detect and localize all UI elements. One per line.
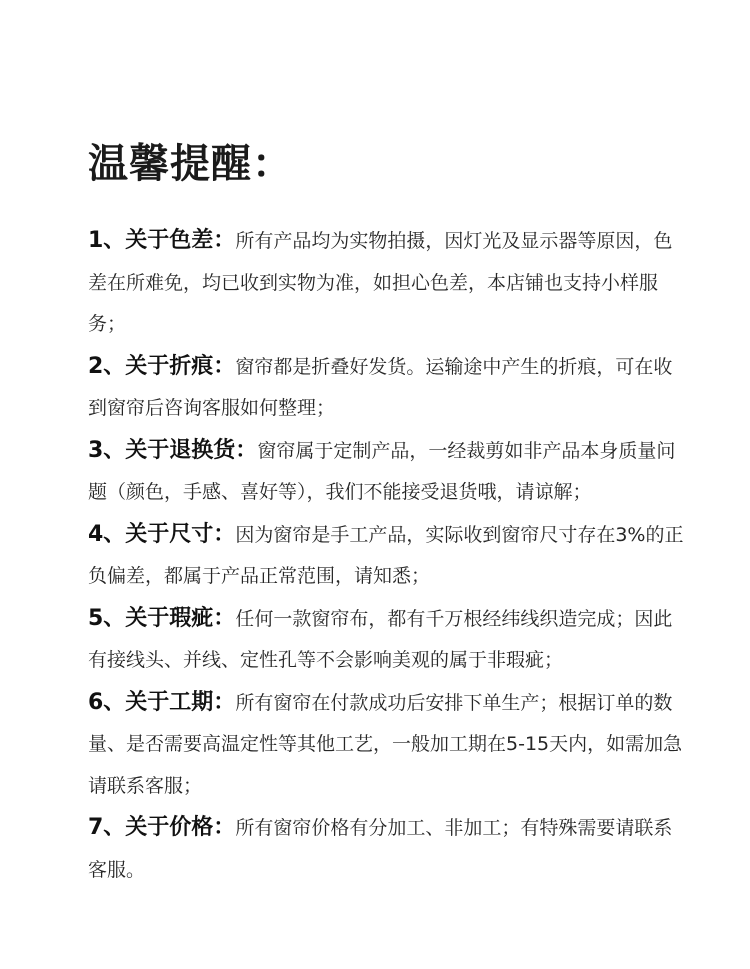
note-heading: 4、关于尺寸： <box>88 521 236 547</box>
note-item <box>88 430 688 514</box>
note-text: 所有产品均为实物拍摄，因灯光及显示器等原因，色差在所难免，均已收到实物为准，如担心色差，本店铺也支持小样服务； <box>88 230 673 335</box>
note-heading: 2、关于折痕： <box>88 353 236 379</box>
note-item <box>88 220 688 346</box>
note-text: 因为窗帘是手工产品，实际收到窗帘尺寸存在3%的正负偏差，都属于产品正常范围，请知悉； <box>88 523 684 587</box>
note-item <box>88 514 688 598</box>
note-item <box>88 807 688 891</box>
note-text: 所有窗帘价格有分加工、非加工；有特殊需要请联系客服。 <box>88 817 673 881</box>
note-heading: 7、关于价格： <box>88 815 236 840</box>
note-item <box>88 598 688 682</box>
note-item <box>88 346 688 430</box>
note-heading: 6、关于工期： <box>88 689 236 715</box>
notes-list <box>88 220 688 891</box>
note-heading: 3、关于退换货： <box>88 437 258 463</box>
page-title: 温馨提醒： <box>88 141 293 187</box>
note-item <box>88 682 688 808</box>
note-text: 任何一款窗帘布，都有千万根经纬线织造完成；因此有接线头、并线、定性孔等不会影响美观的属于非瑕疵； <box>88 607 673 671</box>
note-heading: 5、关于瑕疵： <box>88 605 236 631</box>
note-text: 所有窗帘在付款成功后安排下单生产；根据订单的数量、是否需要高温定性等其他工艺，一般加工期在5-15天内，如需加急请联系客服； <box>88 691 683 797</box>
note-text: 窗帘都是折叠好发货。运输途中产生的折痕，可在收到窗帘后咨询客服如何整理； <box>88 355 673 419</box>
note-heading: 1、关于色差： <box>88 228 236 253</box>
note-text: 窗帘属于定制产品，一经裁剪如非产品本身质量问题（颜色，手感、喜好等），我们不能接受退货哦，请谅解； <box>88 439 676 503</box>
